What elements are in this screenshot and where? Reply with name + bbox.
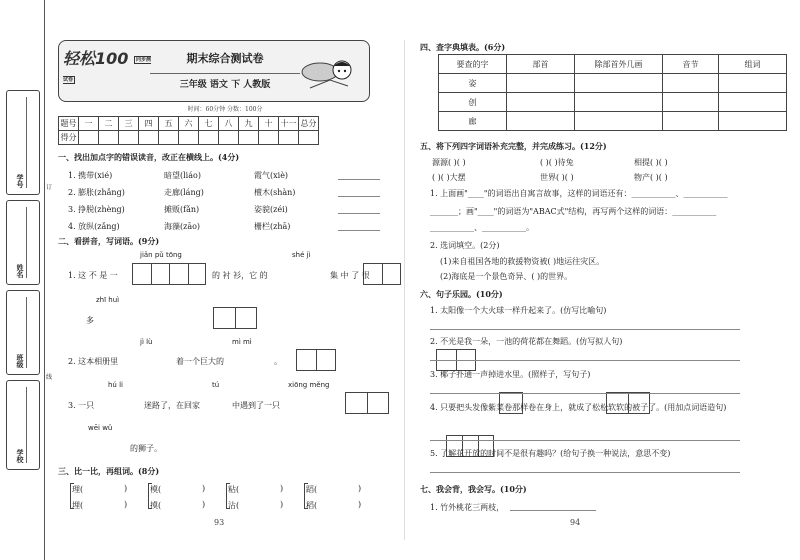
- pronunciation-item: 姿貌(zéi): [254, 205, 288, 214]
- dictionary-table: [438, 54, 787, 131]
- idiom-fill[interactable]: 世界( )( ): [540, 173, 574, 182]
- compare-close: ): [124, 500, 128, 509]
- section-5-title: 五、将下列四字词语补充完整，并完成练习。(12分): [420, 141, 607, 151]
- page-number-left: 93: [214, 518, 225, 527]
- sentence-task: 5. 了解花开放的时间不是很有趣吗？(给句子换一种说法，意思不变): [430, 449, 671, 458]
- idiom-fill[interactable]: 源源( )( ): [432, 158, 466, 167]
- q5-1-line3: ___________、___________。: [430, 223, 534, 232]
- compare-close: ): [358, 484, 362, 493]
- pronunciation-item: 1. 携带(xié): [68, 171, 113, 180]
- pronunciation-item: 暗望(liáo): [164, 171, 201, 180]
- score-header-cell: 十: [259, 117, 279, 131]
- pinyin-xiongmeng: xiōng měng: [288, 381, 330, 389]
- writing-grid-4[interactable]: [296, 349, 336, 371]
- pronunciation-item: 摊贩(fǎn): [164, 205, 200, 214]
- pinyin-huli: hú li: [108, 381, 123, 389]
- binding-sidebar: [0, 0, 53, 560]
- score-header-cell: 十一: [279, 117, 299, 131]
- score-header-cell: 八: [219, 117, 239, 131]
- bracket: [70, 483, 74, 509]
- score-header-cell: 三: [119, 117, 139, 131]
- pronunciation-item: 走廊(láng): [164, 188, 204, 197]
- pronunciation-item: 2. 膨胀(zhǎng): [68, 188, 125, 197]
- correction-line[interactable]: [338, 196, 380, 197]
- score-header-cell: 七: [199, 117, 219, 131]
- q5-1-line2: _______；画"____"的词语为"ABAC式"结构，再写两个这样的词语：___________: [430, 207, 717, 216]
- dict-answer-cell[interactable]: [663, 74, 719, 93]
- compare-close: ): [358, 500, 362, 509]
- pinyin-sheji: shé jì: [292, 251, 311, 259]
- score-cell[interactable]: 得分: [59, 131, 79, 145]
- compare-close: ): [124, 484, 128, 493]
- sentence-task: 3. 椰子扑通一声掉进水里。(照样子，写句子): [430, 370, 591, 379]
- compare-char: 理(: [72, 485, 84, 494]
- pinyin-jilu: jì lù: [140, 338, 153, 346]
- dict-answer-cell[interactable]: [507, 112, 575, 131]
- grid-cell: [170, 264, 189, 284]
- compare-close: ): [280, 484, 284, 493]
- answer-line[interactable]: [430, 393, 740, 394]
- answer-line[interactable]: [430, 360, 740, 361]
- page-number-right: 94: [570, 518, 581, 527]
- dict-header-cell: 部首: [507, 55, 575, 74]
- writing-grid-6[interactable]: [345, 392, 389, 414]
- binding-mark-xian: 线: [46, 374, 53, 381]
- dict-header-cell: 组词: [719, 55, 787, 74]
- section-1-title: 一、找出加点字的错误读音，改正在横线上。(4分): [58, 152, 240, 162]
- class-field[interactable]: 班级: [6, 290, 40, 375]
- dict-answer-cell[interactable]: [575, 93, 663, 112]
- score-header-cell: 总分: [299, 117, 319, 131]
- dict-answer-cell[interactable]: [719, 93, 787, 112]
- grid-cell: [297, 350, 317, 370]
- pinyin-jianpu: jiǎn pǔ tōng: [140, 251, 182, 259]
- dict-answer-cell[interactable]: [719, 112, 787, 131]
- score-header-cell: 四: [139, 117, 159, 131]
- compare-close: ): [280, 500, 284, 509]
- score-cell[interactable]: [279, 131, 299, 145]
- dict-answer-cell[interactable]: [507, 74, 575, 93]
- score-header-cell: 六: [179, 117, 199, 131]
- compare-char: 蹈(: [306, 485, 318, 494]
- compare-char: 摸(: [150, 501, 162, 510]
- score-table: [58, 116, 319, 145]
- dict-header-cell: 音节: [663, 55, 719, 74]
- pinyin-weiwu: wēi wǔ: [88, 424, 113, 432]
- compare-char: 埋(: [72, 501, 84, 510]
- score-header-cell: 九: [239, 117, 259, 131]
- bracket: [148, 483, 152, 509]
- answer-line[interactable]: [430, 329, 740, 330]
- dict-answer-cell[interactable]: [663, 93, 719, 112]
- page-subtitle: 三年级 语文 下 人教版: [150, 73, 300, 90]
- idiom-fill[interactable]: ( )( )待兔: [540, 158, 574, 167]
- time-score-info: 时间：60分钟 分数：100分: [187, 106, 263, 113]
- q5-2: 2. 选词填空。(2分): [430, 241, 500, 250]
- score-cell[interactable]: [299, 131, 319, 145]
- score-cell[interactable]: [179, 131, 199, 145]
- grid-cell: [152, 264, 171, 284]
- correction-line[interactable]: [338, 213, 380, 214]
- bracket: [304, 483, 308, 509]
- score-cell[interactable]: [119, 131, 139, 145]
- grid-cell: [346, 393, 368, 413]
- correction-line[interactable]: [338, 230, 380, 231]
- dict-answer-cell[interactable]: [575, 112, 663, 131]
- score-cell[interactable]: [139, 131, 159, 145]
- score-header-cell: 题号: [59, 117, 79, 131]
- dict-char-cell: 创: [439, 93, 507, 112]
- section-2-title: 二、看拼音，写词语。(9分): [58, 236, 160, 246]
- score-cell[interactable]: [79, 131, 99, 145]
- sentence-task: 4. 只要把头发像紫菜卷那样卷在身上，就成了松松软软的被子了。(用加点词语造句): [430, 403, 727, 412]
- section-3-title: 三、比一比，再组词。(8分): [58, 466, 160, 476]
- page-divider: [404, 40, 405, 540]
- compare-char: 稻(: [306, 501, 318, 510]
- name-field[interactable]: 姓名: [6, 200, 40, 285]
- sentence-task: 2. 不光是我一朵，一池的荷花都在舞蹈。(仿写拟人句): [430, 337, 623, 346]
- correction-line[interactable]: [338, 179, 380, 180]
- answer-line-7-1[interactable]: [510, 510, 596, 511]
- brand-logo: 轻松100 同步测试卷: [63, 49, 151, 83]
- dict-answer-cell[interactable]: [575, 74, 663, 93]
- pronunciation-item: 栅栏(zhā): [254, 222, 291, 231]
- score-header-cell: 五: [159, 117, 179, 131]
- pinyin-tu: tú: [212, 381, 220, 389]
- dict-answer-cell[interactable]: [719, 74, 787, 93]
- score-cell[interactable]: [219, 131, 239, 145]
- writing-grid-3[interactable]: [213, 307, 257, 329]
- dict-header-cell: 除部首外几画: [575, 55, 663, 74]
- q7-1: 1. 竹外桃花三两枝，: [430, 503, 505, 512]
- section-7-title: 七、我会背，我会写。(10分): [420, 484, 527, 494]
- pronunciation-item: 3. 挣脱(zhèng): [68, 205, 125, 214]
- pronunciation-item: 檀木(shàn): [254, 188, 296, 197]
- compare-char: 沾(: [228, 501, 240, 510]
- bracket: [226, 483, 230, 509]
- compare-char: 模(: [150, 485, 162, 494]
- dict-char-cell: 廊: [439, 112, 507, 131]
- q5-1-line1: 1. 上面画"____"的词语出自寓言故事，这样的词语还有：___________、___________: [430, 189, 728, 198]
- idiom-fill[interactable]: ( )( )大摆: [432, 173, 466, 182]
- dict-answer-cell[interactable]: [663, 112, 719, 131]
- compare-close: ): [202, 500, 206, 509]
- grid-cell: [214, 308, 236, 328]
- cartoon-kid-icon: [300, 50, 360, 95]
- q5-2-2: (2)海底是一个景色奇异、( )的世界。: [440, 272, 573, 281]
- section-6-title: 六、句子乐园。(10分): [420, 289, 503, 299]
- binding-mark-ding: 订: [46, 184, 53, 191]
- pinyin-zhihui: zhī huì: [96, 296, 120, 304]
- answer-line[interactable]: [430, 472, 740, 473]
- writing-grid-1[interactable]: [132, 263, 206, 285]
- dict-char-cell: 姿: [439, 74, 507, 93]
- score-header-cell: 二: [99, 117, 119, 131]
- score-cell[interactable]: [239, 131, 259, 145]
- score-cell[interactable]: [159, 131, 179, 145]
- score-cell[interactable]: [259, 131, 279, 145]
- pinyin-mimi: mì mì: [232, 338, 252, 346]
- q5-2-1: (1)来自祖国各地的救援物资被( )地运往灾区。: [440, 257, 605, 266]
- grid-cell: [133, 264, 152, 284]
- pronunciation-item: 霞气(xiè): [254, 171, 289, 180]
- pronunciation-item: 4. 放纵(zǎng): [68, 222, 120, 231]
- dict-header-cell: 要查的字: [439, 55, 507, 74]
- compare-char: 粘(: [228, 485, 240, 494]
- section-4-title: 四、查字典填表。(6分): [420, 42, 506, 52]
- score-cell[interactable]: [99, 131, 119, 145]
- answer-line[interactable]: [430, 440, 740, 441]
- compare-close: ): [202, 484, 206, 493]
- dict-answer-cell[interactable]: [507, 93, 575, 112]
- page-title: 期末综合测试卷: [186, 52, 264, 65]
- pronunciation-item: 海藻(zāo): [164, 222, 201, 231]
- idiom-fill[interactable]: 相提( )( ): [634, 158, 668, 167]
- idiom-fill[interactable]: 物产( )( ): [634, 173, 668, 182]
- score-header-cell: 一: [79, 117, 99, 131]
- student-id-field[interactable]: 学号: [6, 90, 40, 195]
- sentence-task: 1. 太阳像一个大火球一样升起来了。(仿写比喻句): [430, 306, 607, 315]
- score-cell[interactable]: [199, 131, 219, 145]
- school-field[interactable]: 学校: [6, 380, 40, 470]
